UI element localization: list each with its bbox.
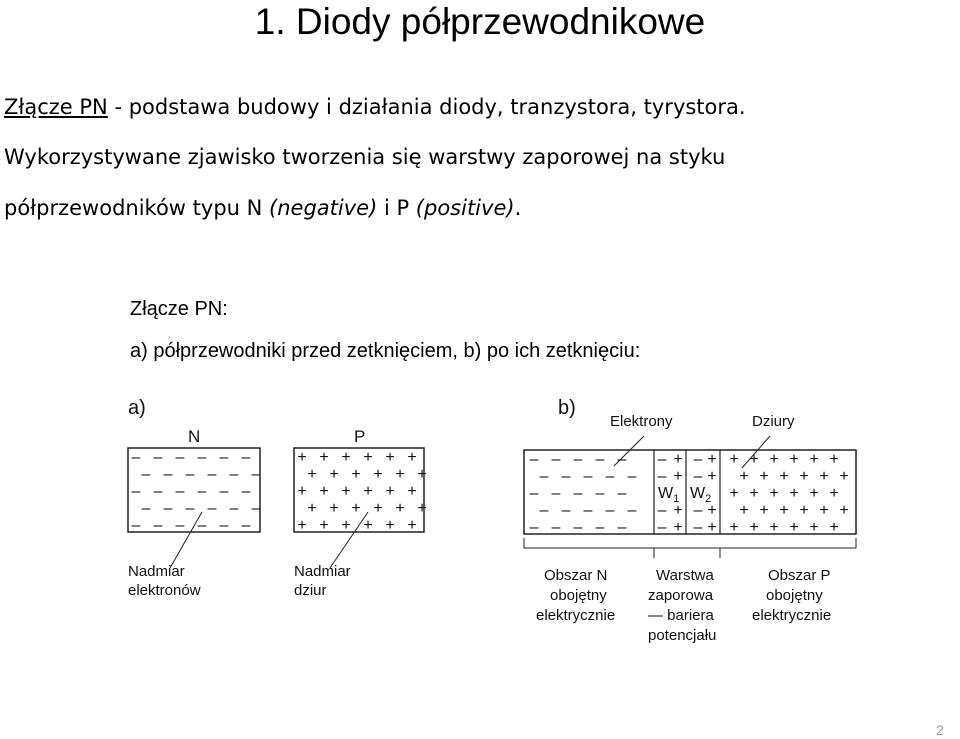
n-type-block <box>128 448 260 532</box>
minus-sign: – <box>595 451 605 468</box>
body-line-3-part3: . <box>514 196 522 220</box>
minus-sign: – <box>241 483 251 500</box>
minus-sign: – <box>229 500 239 517</box>
n-caption-line1: Nadmiar <box>128 563 185 580</box>
plus-sign: + <box>749 485 759 502</box>
p-region-caption-line2: obojętny <box>766 587 823 604</box>
w2-label: $W_2$ <box>690 485 712 505</box>
plus-sign: + <box>407 483 417 500</box>
plus-sign: + <box>351 500 361 517</box>
minus-sign: – <box>627 468 637 485</box>
minus-sign: – <box>163 466 173 483</box>
minus-sign: – <box>605 502 615 519</box>
plus-sign: + <box>829 451 839 468</box>
plus-sign: + <box>729 451 739 468</box>
minus-sign: – <box>551 519 561 536</box>
minus-sign: – <box>693 451 703 468</box>
minus-sign: – <box>551 485 561 502</box>
minus-sign: – <box>163 500 173 517</box>
minus-sign: – <box>219 449 229 466</box>
plus-sign: + <box>739 468 749 485</box>
junction-bracket <box>524 538 856 548</box>
minus-sign: – <box>693 502 703 519</box>
minus-sign: – <box>141 466 151 483</box>
figure-caption-title: Złącze PN: <box>130 298 228 320</box>
p-region-caption-line3: elektrycznie <box>752 607 832 624</box>
body-line-2: Wykorzystywane zjawisko tworzenia się warstwy zaporowej na styku <box>4 145 726 169</box>
minus-sign: – <box>241 449 251 466</box>
minus-sign: – <box>617 485 627 502</box>
plus-sign: + <box>729 519 739 536</box>
body-line-1 <box>4 92 746 122</box>
minus-sign: – <box>551 451 561 468</box>
plus-sign: + <box>759 502 769 519</box>
plus-sign: + <box>395 466 405 483</box>
p-region-caption-line1: Obszar P <box>768 567 831 584</box>
plus-sign: + <box>789 519 799 536</box>
plus-sign: + <box>341 517 351 534</box>
minus-sign: – <box>583 468 593 485</box>
plus-sign: + <box>363 483 373 500</box>
n-block-minus-signs <box>132 449 261 534</box>
pn-junction-figure <box>110 388 860 678</box>
body-line-1-text: - podstawa budowy i działania diody, tranzystora, tyrystora. <box>107 95 746 119</box>
n-caption-line2: elektronów <box>128 582 201 599</box>
plus-sign: + <box>707 451 717 468</box>
barrier-caption-line3: — bariera <box>648 607 714 624</box>
minus-sign: – <box>219 483 229 500</box>
plus-sign: + <box>829 519 839 536</box>
plus-sign: + <box>739 502 749 519</box>
minus-sign: – <box>175 449 185 466</box>
plus-sign: + <box>297 483 307 500</box>
n-region-caption-line3: elektrycznie <box>536 607 616 624</box>
minus-sign: – <box>197 449 207 466</box>
minus-sign: – <box>153 483 163 500</box>
plus-sign: + <box>707 502 717 519</box>
pn-junction-term: Złącze PN <box>4 95 108 119</box>
n-type-label: N <box>188 427 201 446</box>
minus-sign: – <box>595 519 605 536</box>
plus-sign: + <box>385 483 395 500</box>
plus-sign: + <box>779 468 789 485</box>
plus-sign: + <box>809 519 819 536</box>
plus-sign: + <box>319 449 329 466</box>
plus-sign: + <box>809 451 819 468</box>
plus-sign: + <box>417 466 427 483</box>
minus-sign: – <box>573 485 583 502</box>
minus-sign: – <box>657 468 667 485</box>
body-line-3-part1: półprzewodników typu N <box>4 196 270 220</box>
minus-sign: – <box>573 451 583 468</box>
minus-sign: – <box>605 468 615 485</box>
plus-sign: + <box>407 449 417 466</box>
minus-sign: – <box>197 483 207 500</box>
plus-sign: + <box>297 449 307 466</box>
minus-sign: – <box>693 519 703 536</box>
minus-sign: – <box>131 449 141 466</box>
body-line-3-part2: i P <box>377 196 416 220</box>
p-type-block <box>294 448 427 532</box>
minus-sign: – <box>617 451 627 468</box>
plus-sign: + <box>749 451 759 468</box>
barrier-caption-line1: Warstwa <box>656 567 714 584</box>
minus-sign: – <box>595 485 605 502</box>
w1-label: $W_1$ <box>658 485 680 505</box>
plus-sign: + <box>769 519 779 536</box>
minus-sign: – <box>207 500 217 517</box>
plus-sign: + <box>385 449 395 466</box>
minus-sign: – <box>141 500 151 517</box>
minus-sign: – <box>561 502 571 519</box>
plus-sign: + <box>673 451 683 468</box>
negative-term: (negative) <box>269 196 378 220</box>
plus-sign: + <box>789 451 799 468</box>
barrier-caption-line2: zaporowa <box>648 587 714 604</box>
plus-sign: + <box>673 519 683 536</box>
minus-sign: – <box>131 517 141 534</box>
minus-sign: – <box>175 483 185 500</box>
n-region-caption-line2: obojętny <box>550 587 607 604</box>
plus-sign: + <box>673 468 683 485</box>
p-caption-line1: Nadmiar <box>294 563 351 580</box>
minus-sign: – <box>657 502 667 519</box>
plus-sign: + <box>373 500 383 517</box>
holes-label: Dziury <box>752 413 795 430</box>
minus-sign: – <box>693 468 703 485</box>
minus-sign: – <box>529 485 539 502</box>
plus-sign: + <box>363 449 373 466</box>
plus-sign: + <box>373 466 383 483</box>
plus-sign: + <box>329 500 339 517</box>
plus-sign: + <box>319 483 329 500</box>
minus-sign: – <box>131 483 141 500</box>
minus-sign: – <box>573 519 583 536</box>
electrons-label: Elektrony <box>610 413 673 430</box>
page-number: 2 <box>936 722 944 738</box>
plus-sign: + <box>385 517 395 534</box>
plus-sign: + <box>707 468 717 485</box>
minus-sign: – <box>539 502 549 519</box>
figure-caption-description: a) półprzewodniki przed zetknięciem, b) po ich zetknięciu: <box>130 340 641 362</box>
figure-a-label: a) <box>128 397 146 419</box>
plus-sign: + <box>819 502 829 519</box>
plus-sign: + <box>707 519 717 536</box>
plus-sign: + <box>407 517 417 534</box>
minus-sign: – <box>583 502 593 519</box>
plus-sign: + <box>829 485 839 502</box>
plus-sign: + <box>819 468 829 485</box>
p-caption-line2: dziur <box>294 582 327 599</box>
positive-term: (positive) <box>415 196 515 220</box>
minus-sign: – <box>561 468 571 485</box>
plus-sign: + <box>329 466 339 483</box>
p-type-label: P <box>354 427 366 446</box>
plus-sign: + <box>673 502 683 519</box>
plus-sign: + <box>749 519 759 536</box>
plus-sign: + <box>319 517 329 534</box>
minus-sign: – <box>185 466 195 483</box>
plus-sign: + <box>351 466 361 483</box>
minus-sign: – <box>153 449 163 466</box>
minus-sign: – <box>627 502 637 519</box>
plus-sign: + <box>769 451 779 468</box>
plus-sign: + <box>307 500 317 517</box>
plus-sign: + <box>341 483 351 500</box>
plus-sign: + <box>417 500 427 517</box>
minus-sign: – <box>657 519 667 536</box>
minus-sign: – <box>539 468 549 485</box>
plus-sign: + <box>297 517 307 534</box>
plus-sign: + <box>799 468 809 485</box>
slide-title: 1. Diody półprzewodnikowe <box>254 1 706 42</box>
minus-sign: – <box>251 466 261 483</box>
minus-sign: – <box>185 500 195 517</box>
plus-sign: + <box>769 485 779 502</box>
minus-sign: – <box>207 466 217 483</box>
plus-sign: + <box>759 468 769 485</box>
minus-sign: – <box>175 517 185 534</box>
body-line-3 <box>4 193 521 223</box>
minus-sign: – <box>153 517 163 534</box>
plus-sign: + <box>729 485 739 502</box>
minus-sign: – <box>251 500 261 517</box>
minus-sign: – <box>219 517 229 534</box>
minus-sign: – <box>229 466 239 483</box>
minus-sign: – <box>197 517 207 534</box>
figure-b-label: b) <box>558 397 576 419</box>
minus-sign: – <box>529 519 539 536</box>
plus-sign: + <box>799 502 809 519</box>
n-region-caption-line1: Obszar N <box>544 567 608 584</box>
plus-sign: + <box>839 468 849 485</box>
plus-sign: + <box>341 449 351 466</box>
minus-sign: – <box>657 451 667 468</box>
plus-sign: + <box>363 517 373 534</box>
plus-sign: + <box>839 502 849 519</box>
plus-sign: + <box>789 485 799 502</box>
plus-sign: + <box>809 485 819 502</box>
plus-sign: + <box>395 500 405 517</box>
plus-sign: + <box>307 466 317 483</box>
minus-sign: – <box>529 451 539 468</box>
plus-sign: + <box>779 502 789 519</box>
minus-sign: – <box>617 519 627 536</box>
minus-sign: – <box>241 517 251 534</box>
barrier-caption-line4: potencjału <box>648 627 717 644</box>
